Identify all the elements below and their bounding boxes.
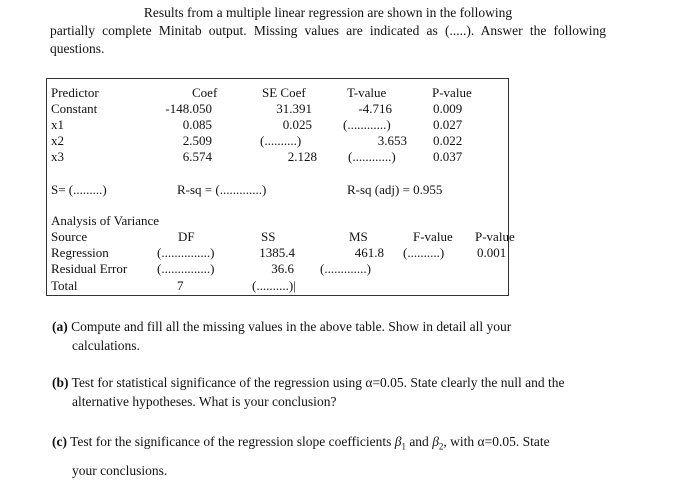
anova-ss-total-blank: (..........)|	[252, 278, 296, 293]
question-a	[52, 317, 612, 355]
anova-header-ss: SS	[261, 229, 276, 244]
intro-line-1: Results from a multiple linear regression are shown in the following	[143, 5, 513, 20]
coef-x3: 6.574	[182, 149, 212, 164]
question-c-and: and	[409, 434, 429, 449]
se-x2-blank: (..........)	[260, 133, 302, 148]
p-x1: 0.027	[433, 117, 463, 132]
beta-2-symbol: $\beta_2$	[432, 434, 444, 452]
anova-header-ms: MS	[349, 229, 368, 244]
header-predictor: Predictor	[51, 85, 99, 100]
question-a-line-1: Compute and fill all the missing values in the above table. Show in detail all your	[71, 319, 512, 334]
anova-source-total: Total	[51, 278, 78, 293]
t-x2: 3.653	[377, 133, 407, 148]
intro-paragraph	[50, 4, 606, 58]
question-b-label: (b)	[52, 375, 69, 390]
question-b-line-1: Test for statistical significance of the regression using α=0.05. State clearly the null and the	[71, 375, 565, 390]
intro-line-2: partially complete Minitab output. Missing values are indicated as (.....). Answer the following	[50, 23, 606, 38]
t-constant: -4.716	[358, 101, 392, 116]
anova-p-regression: 0.001	[477, 245, 507, 260]
question-a-line-2: calculations.	[72, 338, 140, 353]
question-c-line-1-pre: Test for the significance of the regression slope coefficients	[70, 434, 392, 449]
coef-x2: 2.509	[182, 133, 212, 148]
intro-line-3: questions.	[50, 41, 105, 56]
p-x2: 0.022	[433, 133, 463, 148]
s-value-blank: S= (.........)	[51, 182, 107, 197]
anova-source-regression: Regression	[51, 245, 109, 260]
question-b	[52, 373, 612, 411]
header-p-value: P-value	[432, 85, 472, 100]
anova-f-regression-blank: (..........)	[403, 245, 445, 260]
question-a-label: (a)	[52, 319, 68, 334]
r-sq-blank: R-sq = (.............)	[177, 182, 267, 197]
se-x1: 0.025	[282, 117, 312, 132]
anova-df-regression-blank: (...............)	[157, 245, 215, 260]
anova-title: Analysis of Variance	[51, 213, 160, 228]
question-c-line-2: your conclusions.	[72, 462, 168, 478]
predictor-x2: x2	[51, 133, 64, 148]
r-sq-adj: R-sq (adj) = 0.955	[347, 182, 443, 197]
anova-header-f-value: F-value	[413, 229, 453, 244]
anova-df-residual-blank: (...............)	[157, 261, 215, 276]
anova-ms-regression: 461.8	[354, 245, 384, 260]
header-t-value: T-value	[347, 85, 387, 100]
se-x3: 2.128	[287, 149, 317, 164]
anova-ss-residual: 36.6	[271, 261, 294, 276]
t-x3-blank: (............)	[348, 149, 396, 164]
predictor-constant: Constant	[51, 101, 98, 116]
header-coef: Coef	[192, 85, 218, 100]
question-c-label: (c)	[52, 434, 67, 449]
question-c-line-1-post: , with α=0.05. State	[443, 434, 550, 449]
anova-header-df: DF	[178, 229, 195, 244]
beta-1-symbol: $\beta_1$	[394, 434, 406, 452]
p-x3: 0.037	[433, 149, 463, 164]
se-constant: 31.391	[276, 101, 312, 116]
coef-constant: -148.050	[165, 101, 212, 116]
t-x1-blank: (............)	[343, 117, 391, 132]
minitab-output-box	[46, 78, 515, 296]
anova-ms-residual-blank: (.............)	[320, 261, 371, 276]
anova-header-source: Source	[51, 229, 88, 244]
question-c	[52, 430, 612, 482]
anova-header-p-value: P-value	[475, 229, 515, 244]
predictor-x3: x3	[51, 149, 64, 164]
anova-source-residual: Residual Error	[51, 261, 128, 276]
predictor-x1: x1	[51, 117, 64, 132]
question-b-line-2: alternative hypotheses. What is your conclusion?	[72, 394, 337, 409]
header-se-coef: SE Coef	[262, 85, 306, 100]
anova-ss-regression: 1385.4	[259, 245, 295, 260]
anova-df-total: 7	[177, 278, 184, 293]
p-constant: 0.009	[433, 101, 463, 116]
coef-x1: 0.085	[182, 117, 212, 132]
